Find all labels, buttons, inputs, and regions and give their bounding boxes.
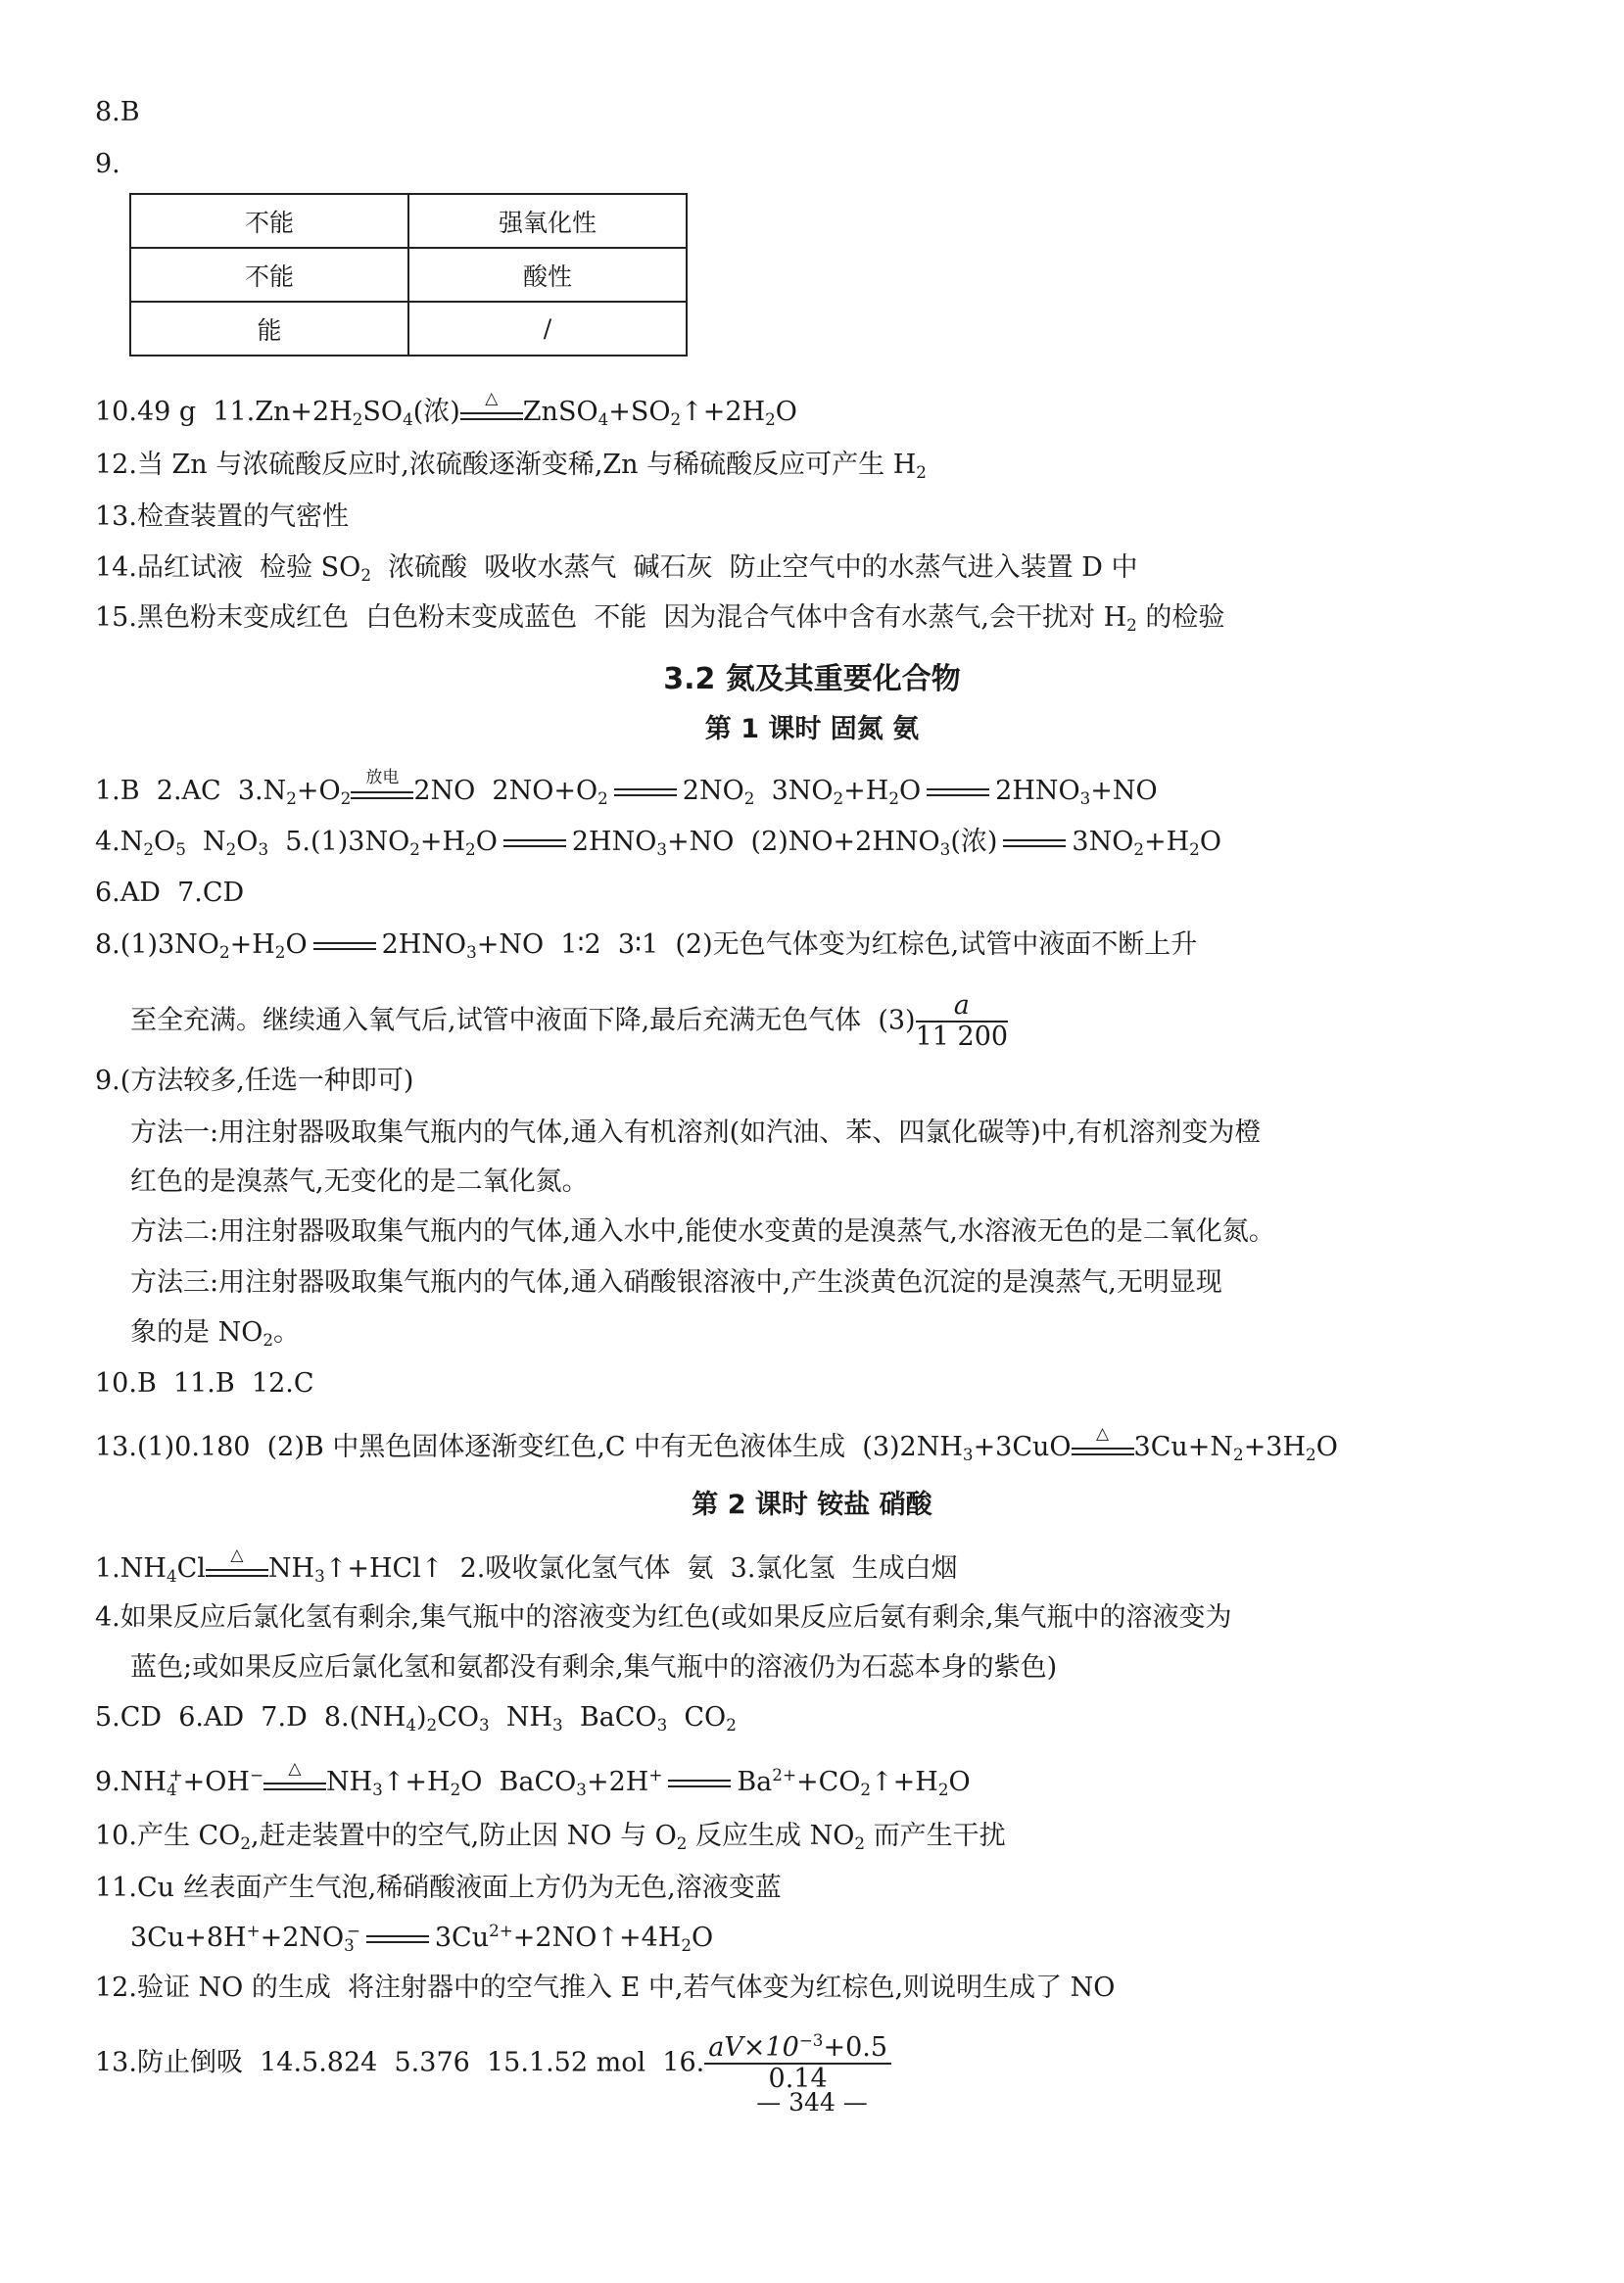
lesson-1-title: 第 1 课时 固氮 氨 [704,714,920,744]
page-number: — 344 — [756,2088,868,2117]
lesson-2-title: 第 2 课时 铵盐 硝酸 [692,1490,932,1520]
table-cell: 强氧化性 [408,194,687,248]
lesson2-answer-4: 4.如果反应后氯化氢有剩余,集气瓶中的溶液变为红色(或如果反应后氨有剩余,集气瓶中的溶液变为 [95,1602,1232,1633]
answer-13: 13.检查装置的气密性 [95,501,349,532]
answer-12: 12.当 Zn 与浓硫酸反应时,浓硫酸逐渐变稀,Zn 与稀硫酸反应可产生 $H_2$ [95,450,927,483]
table-row [130,194,687,248]
answer-9: 9. [95,149,120,179]
fraction: $\frac{aV\times 10^{-3}+0.5}{0.14}$ [704,2033,891,2094]
lesson1-answer-8: $8.(1)3NO_2+H_2O$ $2HNO_3+NO$ 1∶2 3∶1 (2)无色气体变为红棕色,试管中液面不断上升 [95,929,1198,963]
heating-condition: △ [1072,1446,1134,1455]
heating-condition: △ [263,1781,326,1790]
lesson2-answer-4-cont: 蓝色;或如果反应后氯化氢和氨都没有剩余,集气瓶中的溶液仍为石蕊本身的紫色) [130,1652,1058,1683]
answer-15: 15.黑色粉末变成红色 白色粉末变成蓝色 不能 因为混合气体中含有水蒸气,会干扰对 $H_2$ 的检验 [95,602,1225,636]
lesson2-answer-9: $9.NH_4^++OH^-$ △ $NH_3↑+H_2O$ BaCO$_3$+2H+ $Ba^{2+}+CO_2↑+H_2O$ [95,1759,971,1800]
discharge-condition: 放电 [351,789,413,799]
table-row [130,302,687,356]
heating-condition: △ [206,1567,268,1577]
method-1: 方法一:用注射器吸取集气瓶内的气体,通入有机溶剂(如汽油、苯、四氯化碳等)中,有机溶剂变为橙 [130,1118,1262,1148]
lesson1-answers-10-12: 10.B 11.B 12.C [95,1368,314,1399]
lesson2-answer-11: 11.Cu 丝表面产生气泡,稀硝酸液面上方仍为无色,溶液变蓝 [95,1873,782,1903]
fraction: $\frac{a}{11 200}$ [915,990,1009,1052]
lesson1-answer-9: 9.(方法较多,任选一种即可) [95,1066,414,1096]
answer-10-11: 10.49 g $11.Zn+2H_2SO_4$(浓) △ $ZnSO_4+SO_2↑+2H_2O$ [95,389,797,430]
lesson1-answer-8-cont: 至全充满。继续通入氧气后,试管中液面下降,最后充满无色气体 (3) $\frac{a}{11 200}$ [130,990,1009,1052]
table-cell: 不能 [130,194,408,248]
table-row [130,248,687,302]
method-1-cont: 红色的是溴蒸气,无变化的是二氧化氮。 [130,1166,589,1197]
lesson1-answer-13: 13.(1)0.180 (2)B 中黑色固体逐渐变红色,C 中有无色液体生成 $(3)2NH_3+3CuO$ △ $3Cu+N_2+3H_2O$ [95,1424,1338,1465]
lesson2-answer-10: 10.产生 $CO_2$,赶走装置中的空气,防止因 NO 与 $O_2$ 反应生成 $NO_2$ 而产生干扰 [95,1821,1006,1854]
method-3-cont: 象的是 $NO_2$。 [130,1317,300,1351]
table-cell: 酸性 [408,248,687,302]
answer-8: 8.B [95,97,140,127]
section-title: 3.2 氮及其重要化合物 [663,662,961,696]
table-cell: 能 [130,302,408,356]
lesson1-answers-1-3: 1.B 2.AC $3.N_2+O_2$ 放电 2NO $2NO+O_2$ $2NO_2$ $3NO_2+H_2O$ $2HNO_3+NO$ [95,768,1158,809]
method-2: 方法二:用注射器吸取集气瓶内的气体,通入水中,能使水变黄的是溴蒸气,水溶液无色的是二氧化氮。 [130,1216,1275,1247]
lesson2-answers-5-8: 5.CD 6.AD 7.D $8.(NH_4)_2CO_3$ $NH_3$ BaCO$_3$ $CO_2$ [95,1702,737,1736]
lesson2-answer-12: 12.验证 NO 的生成 将注射器中的空气推入 E 中,若气体变为红棕色,则说明生成了 NO [95,1973,1116,2003]
table-cell: / [408,302,687,356]
lesson2-answers-1-3: $1.NH_4Cl$ △ $NH_3↑+HCl↑$ 2.吸收氯化氢气体 氨 3.氯化氢 生成白烟 [95,1546,958,1587]
lesson1-answers-6-7: 6.AD 7.CD [95,878,245,908]
method-3: 方法三:用注射器吸取集气瓶内的气体,通入硝酸银溶液中,产生淡黄色沉淀的是溴蒸气,无明显现 [130,1267,1222,1298]
lesson2-answer-11-equation: $3Cu+8H^++2NO_3^-$ $3Cu^{2+}+2NO↑+4H_2O$ [130,1920,714,1956]
heating-condition: △ [460,410,523,420]
lesson1-answers-4-5: $4.N_2O_5$ $N_2O_3$ $5.(1)3NO_2+H_2O$ $2HNO_3+NO$ $(2)NO+2HNO_3$(浓) $3NO_2+H_2O$ [95,827,1221,860]
lesson2-answers-13-16: 13.防止倒吸 14.5.824 5.376 15.1.52 mol 16. $\frac{aV\times 10^{-3}+0.5}{0.14}$ [95,2033,891,2094]
answer-14: 14.品红试液 检验 $SO_2$ 浓硫酸 吸收水蒸气 碱石灰 防止空气中的水蒸气进入装置 D 中 [95,552,1138,586]
answer-9-table [129,193,688,357]
table-cell: 不能 [130,248,408,302]
